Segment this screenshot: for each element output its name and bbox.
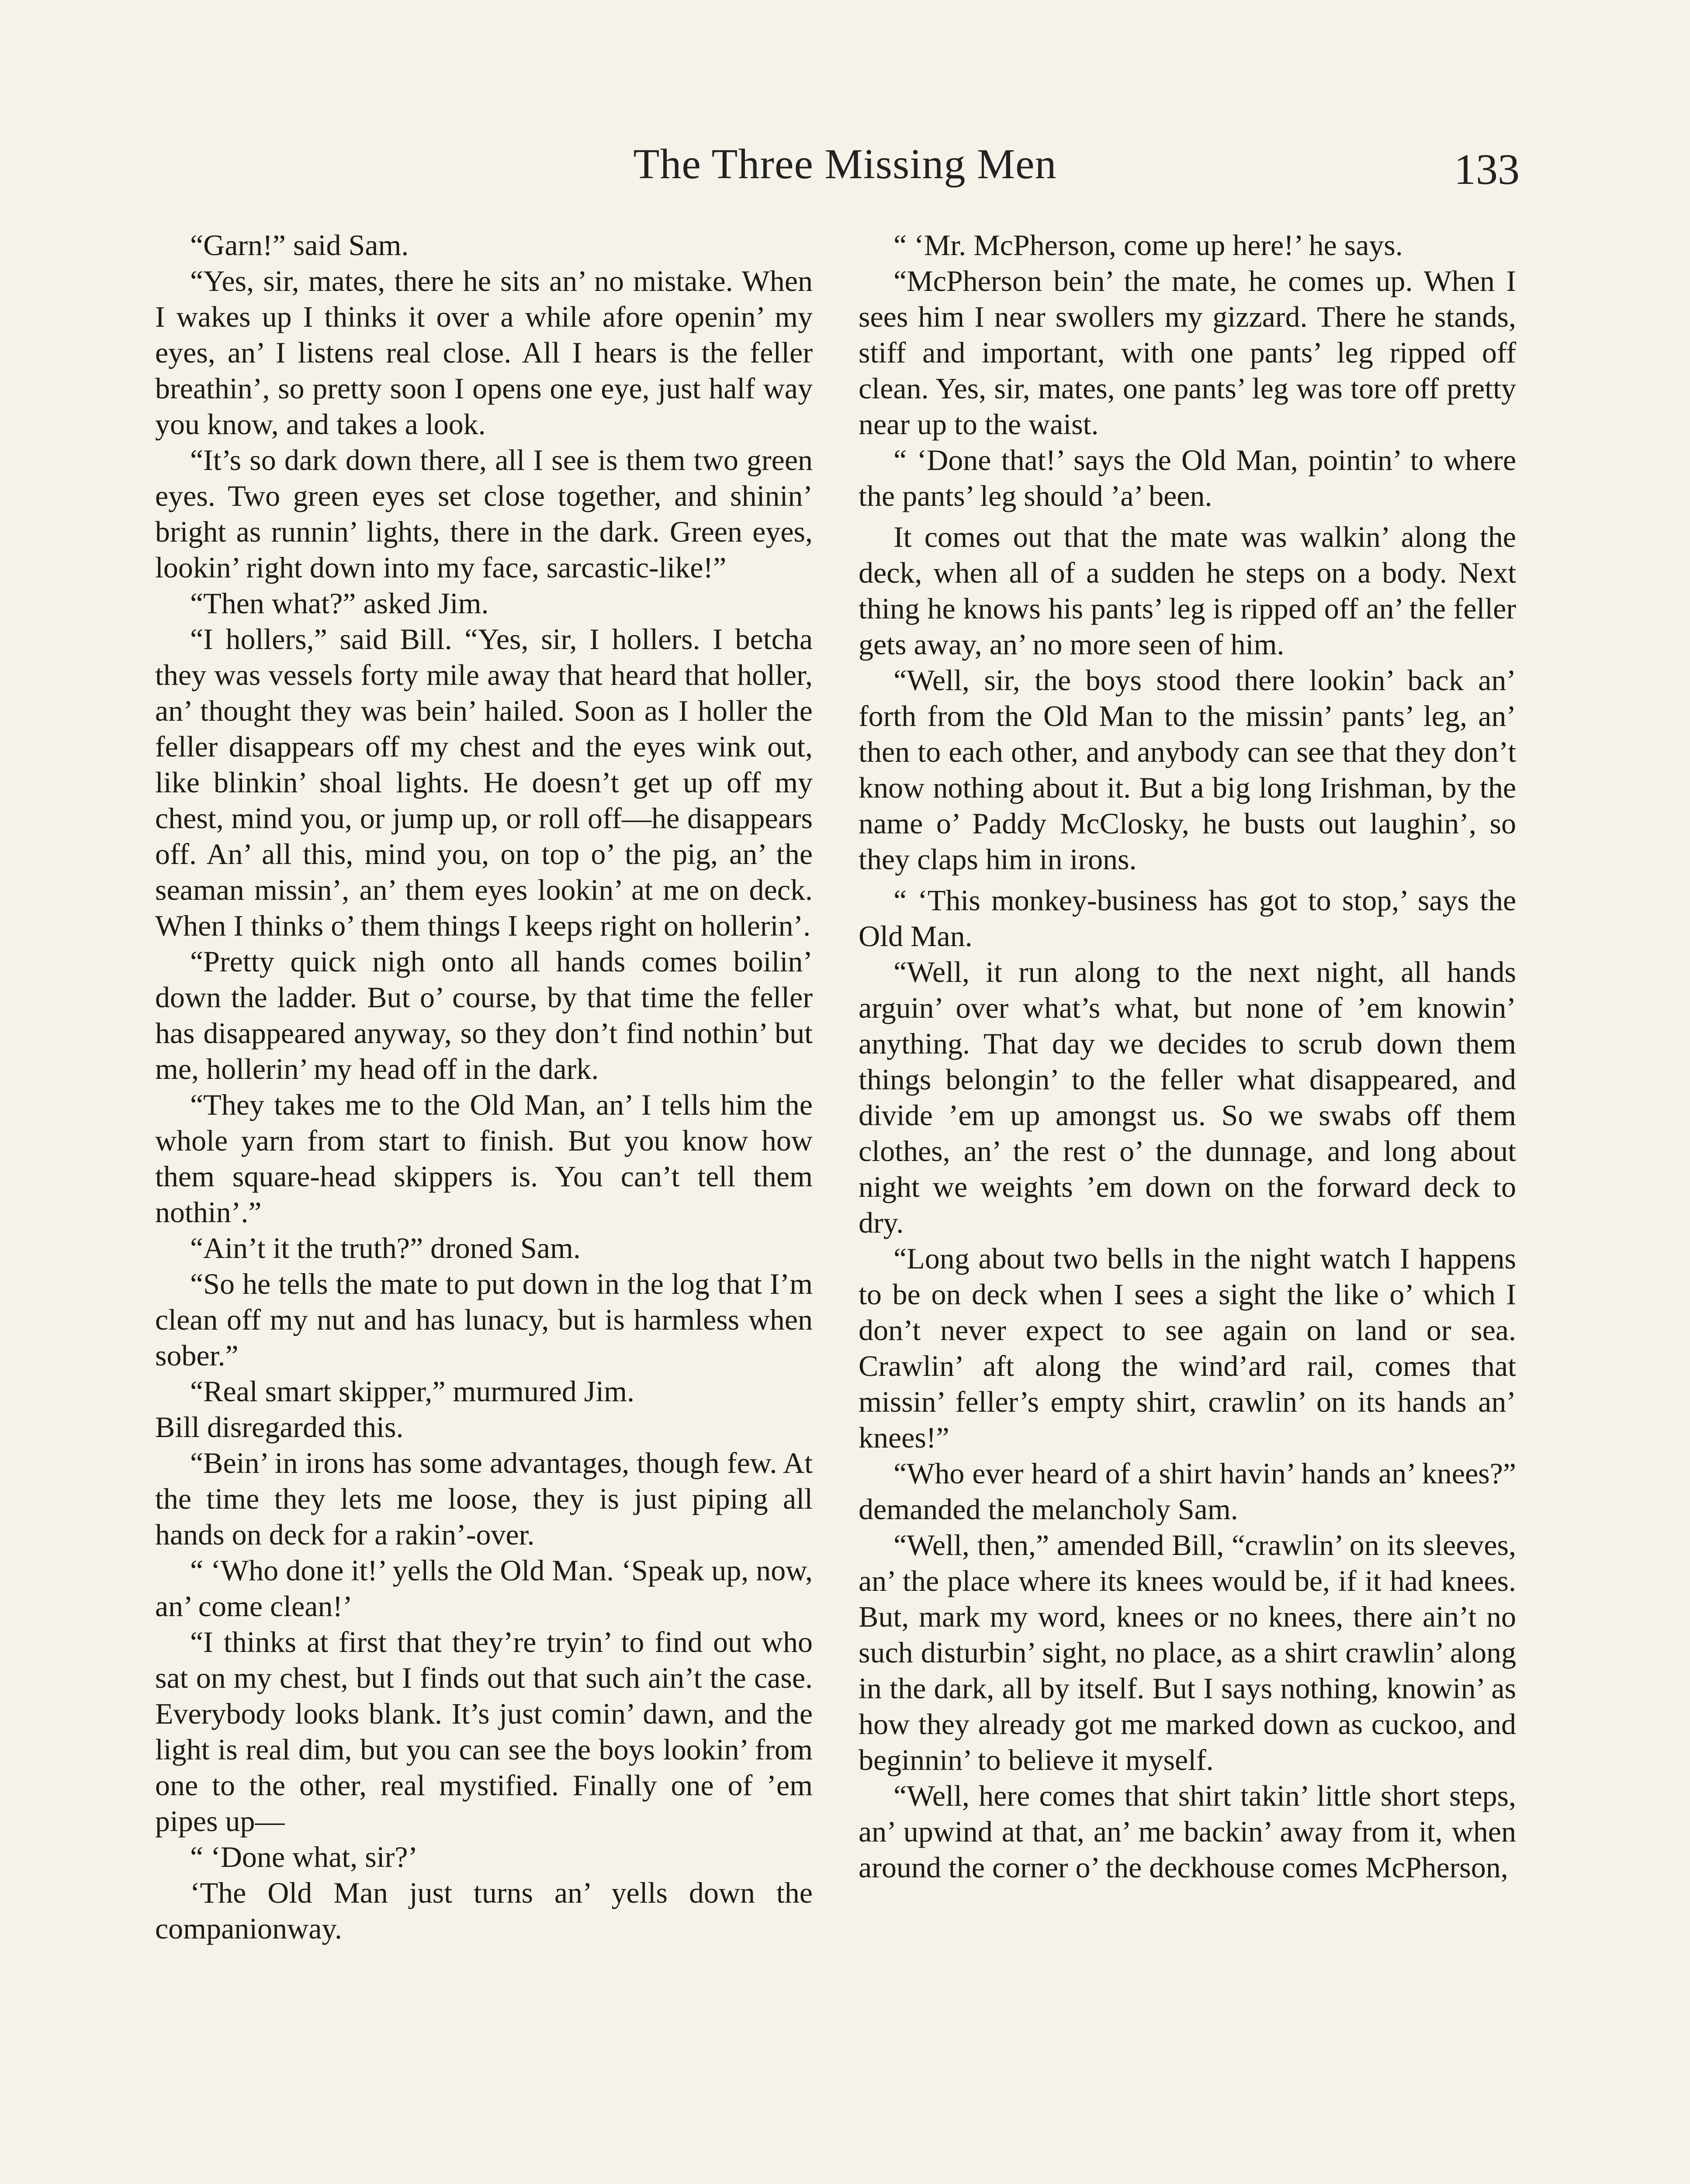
- paragraph: “Well, it run along to the next night, all hands arguin’ over what’s what, but none of ’em knowin’ anything. That day we decides to scrub down them things belongin’ to the feller what disappeared, and divide ’em up amongst us. So we swabs off them clothes, an’ the rest o’ the dunnage, and long about night we weights ’em down on the forward deck to dry.: [859, 955, 1516, 1239]
- paragraph: Bill disregarded this.: [155, 1410, 404, 1444]
- left-column: [155, 227, 813, 1946]
- paragraph: “Garn!” said Sam.: [190, 228, 409, 262]
- paragraph: ‘The Old Man just turns an’ yells down the companionway.: [155, 1876, 813, 1945]
- paragraph: “McPherson bein’ the mate, he comes up. When I sees him I near swollers my gizzard. There he stands, stiff and important, with one pants’ leg ripped off clean. Yes, sir, mates, one pants’ leg was tore off pretty near up to the waist.: [859, 264, 1516, 441]
- paragraph: “ ‘Done what, sir?’: [190, 1840, 418, 1873]
- paragraph: “Well, here comes that shirt takin’ little short steps, an’ upwind at that, an’ me backin’ away from it, when around the corner o’ the deckhouse comes McPherson,: [859, 1779, 1516, 1884]
- paragraph: “ ‘Who done it!’ yells the Old Man. ‘Speak up, now, an’ come clean!’: [155, 1554, 813, 1623]
- paragraph: “Bein’ in irons has some advantages, though few. At the time they lets me loose, they is just piping all hands on deck for a rakin’-over.: [155, 1446, 813, 1551]
- paragraph: It comes out that the mate was walkin’ along the deck, when all of a sudden he steps on a body. Next thing he knows his pants’ leg is ripped off an’ the feller gets away, an’ no more seen of him.: [859, 520, 1516, 661]
- paragraph: “ ‘Done that!’ says the Old Man, pointin’ to where the pants’ leg should ’a’ been.: [859, 443, 1516, 512]
- paragraph: “Long about two bells in the night watch I happens to be on deck when I sees a sight the like o’ which I don’t never expect to see again on land or sea. Crawlin’ aft along the wind’ard rail, comes that missin’ feller’s empty shirt, crawlin’ on its hands an’ knees!”: [859, 1242, 1516, 1454]
- paragraph: “I hollers,” said Bill. “Yes, sir, I hollers. I betcha they was vessels forty mile away that heard that holler, an’ thought they was bein’ hailed. Soon as I holler the feller disappears off my chest and the eyes wink out, like blinkin’ shoal lights. He doesn’t get up off my chest, mind you, or jump up, or roll off—he disappears off. An’ all this, mind you, on top o’ the pig, an’ the seaman missin’, an’ them eyes lookin’ at me on deck. When I thinks o’ them things I keeps right on hollerin’.: [155, 622, 813, 942]
- paragraph: “Pretty quick nigh onto all hands comes boilin’ down the ladder. But o’ course, by that time the feller has disappeared anyway, so they don’t find nothin’ but me, hollerin’ my head off in the dark.: [155, 945, 813, 1085]
- paragraph: “Then what?” asked Jim.: [190, 587, 489, 620]
- paragraph: “Well, sir, the boys stood there lookin’ back an’ forth from the Old Man to the missin’ pants’ leg, an’ then to each other, and anybody can see that they don’t know nothing about it. But a big long Irishman, by the name o’ Paddy McClosky, he busts out laughin’, so they claps him in irons.: [859, 663, 1516, 876]
- paragraph: “Real smart skipper,” murmured Jim.: [190, 1375, 635, 1408]
- paragraph: “I thinks at first that they’re tryin’ to find out who sat on my chest, but I finds out that such ain’t the case. Everybody looks blank. It’s just comin’ dawn, and the light is real dim, but you can see the boys lookin’ from one to the other, real mystified. Finally one of ’em pipes up—: [155, 1625, 813, 1838]
- paragraph: “ ‘This monkey-business has got to stop,’ says the Old Man.: [859, 884, 1516, 953]
- paragraph: “So he tells the mate to put down in the log that I’m clean off my nut and has lunacy, but is harmless when sober.”: [155, 1267, 813, 1372]
- running-title: The Three Missing Men: [633, 141, 1057, 188]
- paragraph: “They takes me to the Old Man, an’ I tells him the whole yarn from start to finish. But you know how them square-head skippers is. You can’t tell them nothin’.”: [155, 1088, 813, 1229]
- paragraph: “ ‘Mr. McPherson, come up here!’ he says.: [893, 228, 1403, 262]
- paragraph: “Well, then,” amended Bill, “crawlin’ on its sleeves, an’ the place where its knees would be, if it had knees. But, mark my word, knees or no knees, there ain’t no such disturbin’ sight, no place, as a shirt crawlin’ along in the dark, all by itself. But I says nothing, knowin’ as how they already got me marked down as cuckoo, and beginnin’ to believe it myself.: [859, 1528, 1516, 1776]
- paragraph: “Who ever heard of a shirt havin’ hands an’ knees?” demanded the melancholy Sam.: [859, 1457, 1516, 1526]
- right-column: [859, 227, 1516, 1885]
- page-header: [0, 131, 1690, 201]
- paragraph: “Ain’t it the truth?” droned Sam.: [190, 1231, 581, 1265]
- paragraph: “It’s so dark down there, all I see is them two green eyes. Two green eyes set close together, and shinin’ bright as runnin’ lights, there in the dark. Green eyes, lookin’ right down into my face, sarcastic-like!”: [155, 443, 813, 584]
- paragraph: “Yes, sir, mates, there he sits an’ no mistake. When I wakes up I thinks it over a while afore openin’ my eyes, an’ I listens real close. All I hears is the feller breathin’, so pretty soon I opens one eye, just half way you know, and takes a look.: [155, 264, 813, 441]
- page-number: 133: [1454, 145, 1520, 194]
